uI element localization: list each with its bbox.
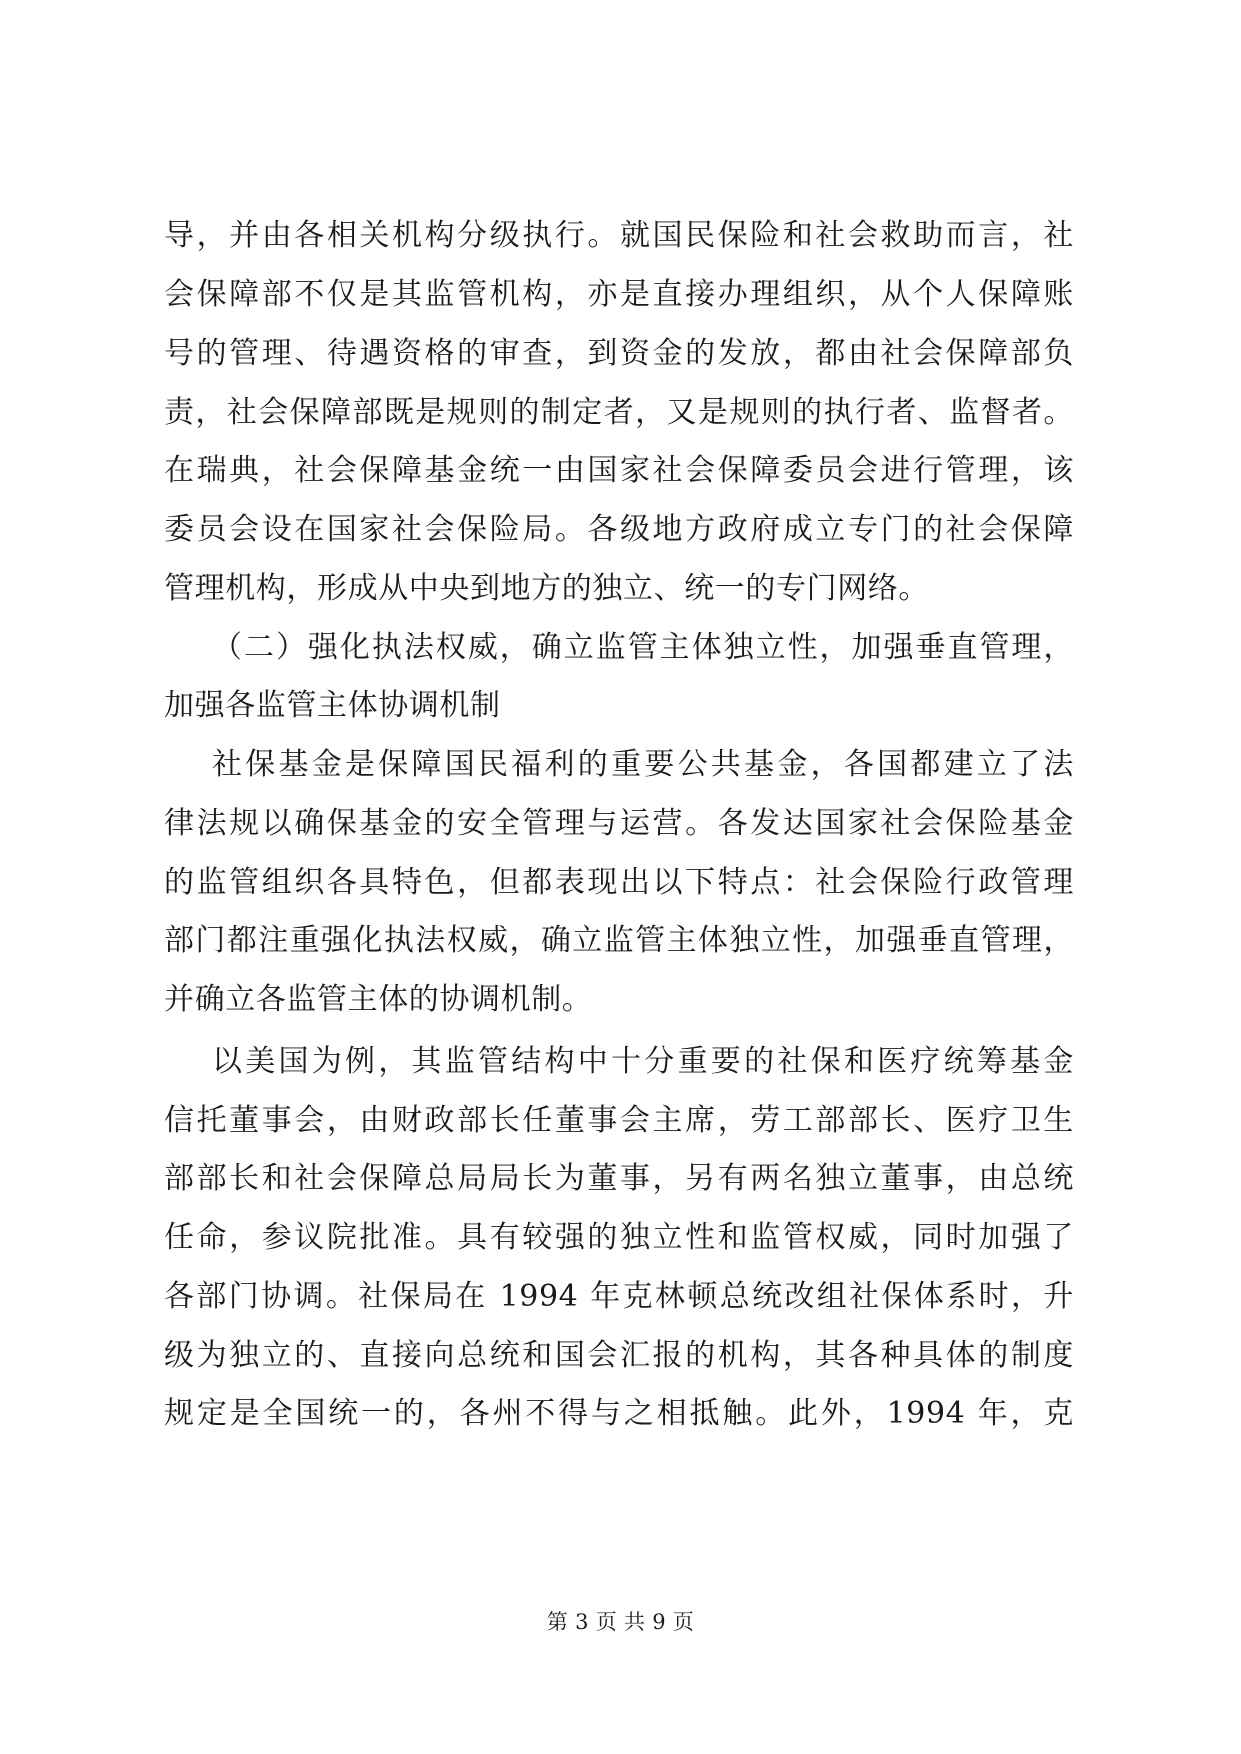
body-text-line: 的监管组织各具特色，但都表现出以下特点：社会保险行政管理 (164, 865, 1074, 900)
body-text-line: 各部门协调。社保局在 1994 年克林顿总统改组社保体系时，升 (164, 1279, 1074, 1314)
page-footer: 第 3 页 共 9 页 (546, 1610, 695, 1634)
section-heading-continued: 加强各监管主体协调机制 (164, 688, 501, 723)
body-text-line: 并确立各监管主体的协调机制。 (164, 982, 593, 1017)
body-text-line: 规定是全国统一的，各州不得与之相抵触。此外，1994 年，克 (164, 1396, 1074, 1431)
body-text-line: 任命，参议院批准。具有较强的独立性和监管权威，同时加强了 (164, 1220, 1074, 1255)
body-text-line: 在瑞典，社会保障基金统一由国家社会保障委员会进行管理，该 (164, 453, 1074, 488)
body-text-line: 信托董事会，由财政部长任董事会主席，劳工部部长、医疗卫生 (164, 1103, 1074, 1138)
body-text-line: 管理机构，形成从中央到地方的独立、统一的专门网络。 (164, 571, 929, 606)
body-text-line: 律法规以确保基金的安全管理与运营。各发达国家社会保险基金 (164, 806, 1074, 841)
body-text-line: 级为独立的、直接向总统和国会汇报的机构，其各种具体的制度 (164, 1338, 1074, 1373)
body-text-line: 号的管理、待遇资格的审查，到资金的发放，都由社会保障部负 (164, 336, 1074, 371)
body-text-line: 部部长和社会保障总局局长为董事，另有两名独立董事，由总统 (164, 1161, 1074, 1196)
paragraph-first-line: 社保基金是保障国民福利的重要公共基金，各国都建立了法 (212, 747, 1074, 782)
paragraph-first-line: 以美国为例，其监管结构中十分重要的社保和医疗统筹基金 (212, 1044, 1074, 1079)
body-text-line: 导，并由各相关机构分级执行。就国民保险和社会救助而言，社 (164, 218, 1074, 253)
body-text-line: 责，社会保障部既是规则的制定者，又是规则的执行者、监督者。 (164, 395, 1074, 430)
body-text-line: 部门都注重强化执法权威，确立监管主体独立性，加强垂直管理， (164, 923, 1074, 958)
section-heading: （二）强化执法权威，确立监管主体独立性，加强垂直管理， (212, 630, 1074, 665)
body-text-line: 委员会设在国家社会保险局。各级地方政府成立专门的社会保障 (164, 512, 1074, 547)
body-text-line: 会保障部不仅是其监管机构，亦是直接办理组织，从个人保障账 (164, 277, 1074, 312)
